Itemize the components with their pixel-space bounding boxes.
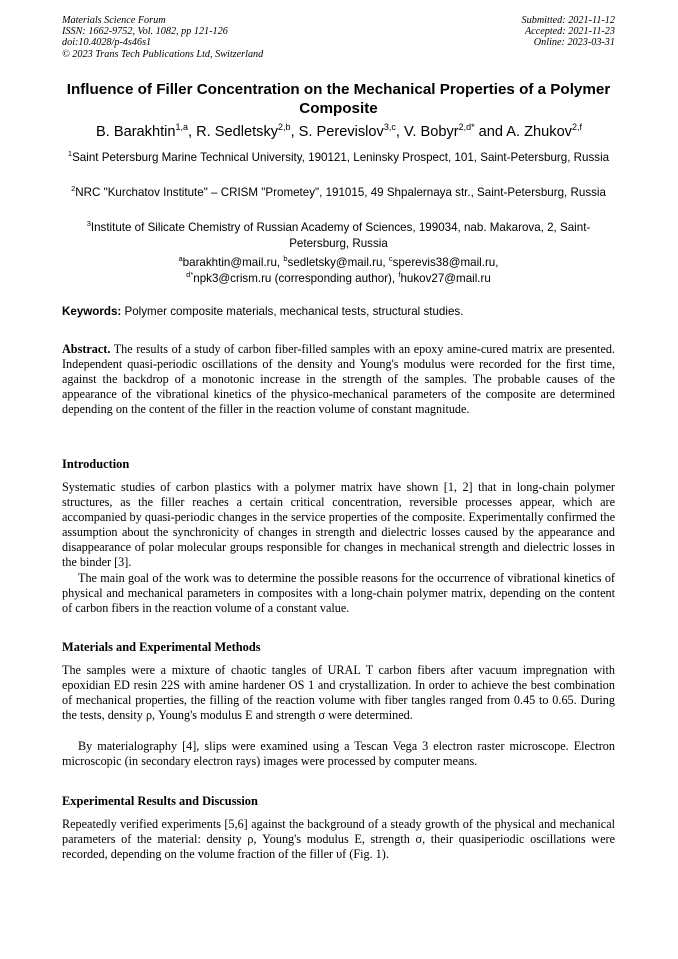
author-name: , V. Bobyr	[395, 124, 459, 140]
section-heading-results: Experimental Results and Discussion	[62, 794, 258, 808]
email-mark: d*	[186, 269, 194, 279]
dates-header	[522, 15, 615, 49]
journal-header	[62, 15, 263, 60]
affiliation-3	[62, 220, 615, 251]
copyright-line: © 2023 Trans Tech Publications Ltd, Switzerland	[62, 48, 264, 60]
affiliation-text: Saint Petersburg Marine Technical University, 190121, Leninsky Prospect, 101, Saint-Petersburg, Russia	[72, 151, 610, 164]
intro-paragraph-2: The main goal of the work was to determine the possible reasons for the occurrence of vibrational kinetics of physical and mechanical parameters in composites with a long-chain polymer matrix, depending on the content of carbon fibers in the reaction volume of a constant value.	[62, 571, 615, 616]
abstract-label: Abstract.	[62, 342, 111, 356]
author-name: , R. Sedletsky	[188, 124, 279, 140]
email-mark: c	[388, 254, 393, 263]
email-mark: f	[398, 269, 401, 279]
email-mark: b	[283, 254, 288, 263]
email-mark: a	[178, 254, 183, 263]
author-name: B. Barakhtin	[96, 124, 176, 140]
affiliation-1	[62, 150, 615, 166]
results-paragraph-1: Repeatedly verified experiments [5,6] against the background of a steady growth of the physical and mechanical parameters of the material: density ρ, Young's modulus E, strength σ, their quasiperiodic oscillations were recorded, depending on the volume fraction of the filler υf (Fig. 1).	[62, 817, 615, 862]
author-list	[40, 123, 638, 141]
affiliation-mark: 2	[71, 184, 76, 193]
accepted-date: Accepted: 2021-11-23	[524, 26, 615, 38]
email-list	[62, 255, 615, 286]
methods-paragraph-1: The samples were a mixture of chaotic tangles of URAL T carbon fibers after vacuum impregnation with epoxidian ED resin 22S with amine hardener OS 1 and crystallization. In order to achieve the best combination of mechanical properties, the filling of the reaction volume with fiber tangles ranged from 0.45 to 0.65. During the tests, density ρ, Young's modulus E and strength σ were determined.	[62, 663, 615, 723]
abstract-text: The results of a study of carbon fiber-filled samples with an epoxy amine-cured matrix are presented. Independent quasi-periodic oscillations of the density and Young's modulus were recorded for the first time, against the backdrop of a monotonic increase in the strength of the samples. The probable causes of the appearance of the vibrational kinetics of the physico-mechanical parameters of the composite are determined depending on the content of the filler in the reaction volume of constant magnitude.	[62, 342, 615, 417]
methods-paragraph-2: By materialography [4], slips were examined using a Tescan Vega 3 electron raster microscope. Electron microscopic (in secondary electron rays) images were processed by computer means.	[62, 739, 615, 769]
author-name: and A. Zhukov	[474, 124, 572, 140]
author-affiliation-mark: 2,f	[571, 122, 582, 132]
email-link[interactable]: sperevis38@mail.ru,	[392, 256, 499, 269]
email-link[interactable]: barakhtin@mail.ru,	[182, 256, 284, 269]
intro-paragraph-1: Systematic studies of carbon plastics with a polymer matrix have shown [1, 2] that in long-chain polymer structures, as the filler reaches a certain critical concentration, reversible processes appear, which are accompanied by quasi-periodic changes in the service properties of the composite. Experimentally confirmed the assumption about the synchronicity of changes in strength and dielectric losses caused by the appearance and disappearance of polar molecular groups responsible for changes in mechanical strength and dielectric losses in the binder [3].	[62, 480, 615, 570]
abstract	[62, 342, 615, 417]
affiliation-mark: 3	[86, 219, 91, 228]
author-name: , S. Perevislov	[290, 124, 384, 140]
author-affiliation-mark: 2,b	[278, 122, 291, 132]
author-affiliation-mark: 1,a	[175, 122, 189, 132]
keywords-text: Polymer composite materials, mechanical tests, structural studies.	[121, 305, 464, 318]
affiliation-2	[62, 185, 615, 201]
submitted-date: Submitted: 2021-11-12	[521, 15, 615, 26]
email-link[interactable]: sedletsky@mail.ru,	[287, 256, 389, 269]
email-link[interactable]: hukov27@mail.ru	[400, 271, 491, 285]
paper-title: Influence of Filler Concentration on the Mechanical Properties of a Polymer Composite	[66, 81, 611, 117]
author-affiliation-mark: 3,c	[383, 122, 396, 132]
author-affiliation-mark: 2,d*	[458, 122, 475, 132]
keywords	[62, 304, 615, 319]
journal-issn: ISSN: 1662-9752, Vol. 1082, pp 121-126	[62, 26, 228, 38]
section-heading-methods: Materials and Experimental Methods	[62, 640, 261, 654]
affiliation-text: Institute of Silicate Chemistry of Russian Academy of Sciences, 199034, nab. Makarova, 2, Saint-Petersburg, Russia	[90, 221, 591, 250]
journal-doi: doi:10.4028/p-4s46s1	[62, 37, 152, 49]
affiliation-mark: 1	[67, 149, 73, 158]
keywords-label: Keywords:	[62, 305, 122, 318]
journal-name: Materials Science Forum	[62, 15, 166, 26]
online-date: Online: 2023-03-31	[533, 37, 615, 49]
affiliation-text: NRC "Kurchatov Institute" – CRISM "Prometey", 191015, 49 Shpalernaya str., Saint-Petersburg, Russia	[75, 186, 606, 199]
section-heading-introduction: Introduction	[62, 457, 130, 471]
email-link[interactable]: npk3@crism.ru (corresponding author),	[193, 271, 399, 285]
